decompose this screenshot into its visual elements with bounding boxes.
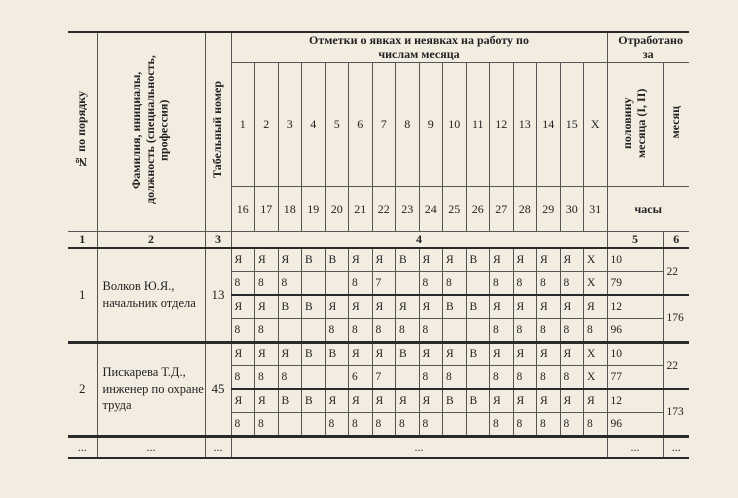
attendance-mark: Я [490, 295, 514, 319]
attendance-mark: Я [419, 342, 443, 366]
attendance-mark: 8 [537, 413, 561, 437]
half-month-value: 12 [607, 389, 663, 413]
attendance-mark: Я [513, 389, 537, 413]
attendance-mark: В [466, 248, 490, 272]
attendance-mark: Я [443, 248, 467, 272]
attendance-mark: Я [537, 248, 561, 272]
header-worked: Отработано за [607, 32, 689, 63]
attendance-mark [466, 319, 490, 343]
attendance-mark: Я [255, 295, 279, 319]
attendance-mark [302, 272, 326, 296]
attendance-mark: Я [231, 342, 255, 366]
attendance-mark: 8 [490, 366, 514, 390]
column-number: 4 [231, 232, 607, 249]
attendance-mark: 8 [255, 413, 279, 437]
attendance-mark: 8 [584, 319, 608, 343]
attendance-mark: 8 [490, 413, 514, 437]
attendance-mark: Я [278, 248, 302, 272]
month-days-value: 22 [663, 248, 689, 295]
attendance-mark: Я [443, 342, 467, 366]
attendance-mark: 8 [278, 272, 302, 296]
attendance-mark: 8 [231, 413, 255, 437]
attendance-mark: В [278, 389, 302, 413]
attendance-mark [466, 366, 490, 390]
attendance-mark: Я [349, 248, 373, 272]
day-header: 7 [372, 63, 396, 187]
day-header: 5 [325, 63, 349, 187]
header-month: месяц [663, 63, 689, 187]
attendance-mark: Я [560, 295, 584, 319]
attendance-mark: В [302, 389, 326, 413]
column-number: 5 [607, 232, 663, 249]
attendance-mark [396, 272, 420, 296]
attendance-mark: Я [396, 295, 420, 319]
attendance-mark [325, 366, 349, 390]
attendance-mark: Я [231, 295, 255, 319]
attendance-mark: Я [490, 248, 514, 272]
attendance-mark: Я [325, 389, 349, 413]
column-number: 2 [97, 232, 205, 249]
half-month-value: 96 [607, 319, 663, 343]
attendance-mark: Я [372, 295, 396, 319]
month-hours-value: 173 [663, 389, 689, 436]
half-month-value: 79 [607, 272, 663, 296]
timesheet-table [68, 31, 689, 459]
day-header: 21 [349, 187, 373, 232]
attendance-mark: В [396, 248, 420, 272]
day-header: 12 [490, 63, 514, 187]
attendance-mark: 8 [490, 272, 514, 296]
day-header: 26 [466, 187, 490, 232]
attendance-mark: 8 [513, 366, 537, 390]
attendance-mark: 8 [255, 366, 279, 390]
attendance-mark: 8 [443, 366, 467, 390]
attendance-mark: 8 [560, 319, 584, 343]
attendance-mark [302, 366, 326, 390]
attendance-mark: В [466, 342, 490, 366]
attendance-mark: Я [349, 342, 373, 366]
attendance-mark: Я [372, 342, 396, 366]
attendance-mark: Я [255, 248, 279, 272]
attendance-mark: Я [419, 295, 443, 319]
month-hours-value: 176 [663, 295, 689, 342]
attendance-mark: Я [490, 389, 514, 413]
day-header: 25 [443, 187, 467, 232]
attendance-mark: 8 [231, 272, 255, 296]
ellipsis-cell: ... [68, 436, 97, 458]
attendance-mark: 8 [278, 366, 302, 390]
header-tab-number: Табельный номер [205, 32, 231, 232]
employee-tab-number: 45 [205, 342, 231, 436]
attendance-mark: Я [278, 342, 302, 366]
attendance-mark: Я [560, 389, 584, 413]
attendance-mark: Я [560, 248, 584, 272]
day-header: 22 [372, 187, 396, 232]
attendance-mark: 8 [560, 413, 584, 437]
attendance-mark: В [302, 342, 326, 366]
header-name: Фамилия, инициалы, должность (специальность, профессия) [97, 32, 205, 232]
attendance-mark: 8 [419, 366, 443, 390]
attendance-mark [466, 413, 490, 437]
day-header: 14 [537, 63, 561, 187]
attendance-mark: Я [513, 248, 537, 272]
attendance-mark: В [302, 248, 326, 272]
day-header: 2 [255, 63, 279, 187]
day-header: 29 [537, 187, 561, 232]
attendance-mark: 8 [396, 413, 420, 437]
attendance-mark: 6 [349, 366, 373, 390]
attendance-mark: Х [584, 366, 608, 390]
attendance-mark: 8 [584, 413, 608, 437]
attendance-mark: Я [255, 342, 279, 366]
day-header: 11 [466, 63, 490, 187]
attendance-mark: 8 [231, 366, 255, 390]
column-number: 3 [205, 232, 231, 249]
attendance-mark [466, 272, 490, 296]
table-body [68, 248, 689, 458]
attendance-mark: Я [584, 295, 608, 319]
attendance-mark: Я [419, 389, 443, 413]
attendance-mark: Я [513, 342, 537, 366]
attendance-mark: Х [584, 342, 608, 366]
attendance-mark [325, 272, 349, 296]
attendance-mark [443, 413, 467, 437]
attendance-mark: 8 [325, 319, 349, 343]
attendance-mark: 8 [419, 413, 443, 437]
attendance-mark: 8 [537, 272, 561, 296]
day-header: 19 [302, 187, 326, 232]
attendance-mark [302, 413, 326, 437]
attendance-mark: 8 [537, 319, 561, 343]
attendance-mark: Х [584, 248, 608, 272]
attendance-mark: Я [325, 295, 349, 319]
attendance-mark: Я [419, 248, 443, 272]
half-month-value: 77 [607, 366, 663, 390]
day-header: 10 [443, 63, 467, 187]
column-number: 6 [663, 232, 689, 249]
month-days-value: 22 [663, 342, 689, 389]
table-row [68, 436, 689, 458]
day-header: 6 [349, 63, 373, 187]
day-header: 24 [419, 187, 443, 232]
day-header: 1 [231, 63, 255, 187]
attendance-mark: В [302, 295, 326, 319]
attendance-mark: В [396, 342, 420, 366]
day-header: 3 [278, 63, 302, 187]
attendance-mark: 8 [255, 272, 279, 296]
header-number: № по порядку [68, 32, 97, 232]
attendance-mark: Я [349, 389, 373, 413]
half-month-value: 10 [607, 248, 663, 272]
day-header: 17 [255, 187, 279, 232]
attendance-mark: В [466, 295, 490, 319]
attendance-mark: 8 [255, 319, 279, 343]
day-header: 23 [396, 187, 420, 232]
attendance-mark: 8 [513, 272, 537, 296]
attendance-mark: 8 [349, 272, 373, 296]
attendance-mark: Я [490, 342, 514, 366]
attendance-mark: Я [560, 342, 584, 366]
attendance-mark [443, 319, 467, 343]
day-header: 13 [513, 63, 537, 187]
attendance-mark: 8 [372, 413, 396, 437]
day-header: 15 [560, 63, 584, 187]
employee-tab-number: 13 [205, 248, 231, 342]
attendance-mark: Х [584, 272, 608, 296]
employee-name: Волков Ю.Я., начальник отдела [97, 248, 205, 342]
attendance-mark: В [325, 342, 349, 366]
half-month-value: 96 [607, 413, 663, 437]
attendance-mark: Я [372, 248, 396, 272]
attendance-mark: В [443, 295, 467, 319]
attendance-mark: Я [537, 342, 561, 366]
attendance-mark: Я [584, 389, 608, 413]
attendance-mark: Я [513, 295, 537, 319]
attendance-mark: 8 [396, 319, 420, 343]
attendance-mark [278, 413, 302, 437]
attendance-mark: 8 [419, 319, 443, 343]
attendance-mark: В [466, 389, 490, 413]
attendance-mark: В [278, 295, 302, 319]
day-header: 8 [396, 63, 420, 187]
attendance-mark: 8 [513, 319, 537, 343]
attendance-mark: 8 [490, 319, 514, 343]
attendance-mark: 8 [349, 319, 373, 343]
day-header: 20 [325, 187, 349, 232]
attendance-mark: Я [372, 389, 396, 413]
ellipsis-cell: ... [205, 436, 231, 458]
attendance-mark: 8 [443, 272, 467, 296]
attendance-mark: Я [396, 389, 420, 413]
attendance-mark: 8 [372, 319, 396, 343]
ellipsis-cell: ... [607, 436, 663, 458]
attendance-mark: Я [537, 389, 561, 413]
day-header: 28 [513, 187, 537, 232]
day-header: 16 [231, 187, 255, 232]
attendance-mark: 8 [325, 413, 349, 437]
ellipsis-cell: ... [231, 436, 607, 458]
column-number: 1 [68, 232, 97, 249]
ellipsis-cell: ... [663, 436, 689, 458]
attendance-mark: Я [255, 389, 279, 413]
attendance-mark: 7 [372, 272, 396, 296]
attendance-mark: 7 [372, 366, 396, 390]
day-header: 18 [278, 187, 302, 232]
table-row [68, 342, 689, 366]
attendance-mark: В [443, 389, 467, 413]
day-header: 4 [302, 63, 326, 187]
attendance-mark [396, 366, 420, 390]
day-header: 9 [419, 63, 443, 187]
day-header: 27 [490, 187, 514, 232]
employee-number: 2 [68, 342, 97, 436]
attendance-mark: 8 [560, 272, 584, 296]
attendance-mark: Я [537, 295, 561, 319]
attendance-mark: Я [349, 295, 373, 319]
attendance-mark [278, 319, 302, 343]
attendance-mark [302, 319, 326, 343]
day-header: X [584, 63, 608, 187]
half-month-value: 10 [607, 342, 663, 366]
attendance-mark: 8 [513, 413, 537, 437]
attendance-mark: В [325, 248, 349, 272]
header-hours: часы [607, 187, 689, 232]
employee-number: 1 [68, 248, 97, 342]
attendance-mark: Я [231, 389, 255, 413]
attendance-mark: 8 [537, 366, 561, 390]
header-half-month: половину месяца (I, II) [607, 63, 663, 187]
header-marks: Отметки о явках и неявках на работу по числам месяца [231, 32, 607, 63]
day-header: 31 [584, 187, 608, 232]
ellipsis-cell: ... [97, 436, 205, 458]
attendance-mark: 8 [419, 272, 443, 296]
employee-name: Пискарева Т.Д., инженер по охране труда [97, 342, 205, 436]
table-header [68, 32, 689, 248]
table-row [68, 248, 689, 272]
day-header: 30 [560, 187, 584, 232]
attendance-mark: 8 [349, 413, 373, 437]
half-month-value: 12 [607, 295, 663, 319]
attendance-mark: 8 [560, 366, 584, 390]
attendance-mark: Я [231, 248, 255, 272]
attendance-mark: 8 [231, 319, 255, 343]
